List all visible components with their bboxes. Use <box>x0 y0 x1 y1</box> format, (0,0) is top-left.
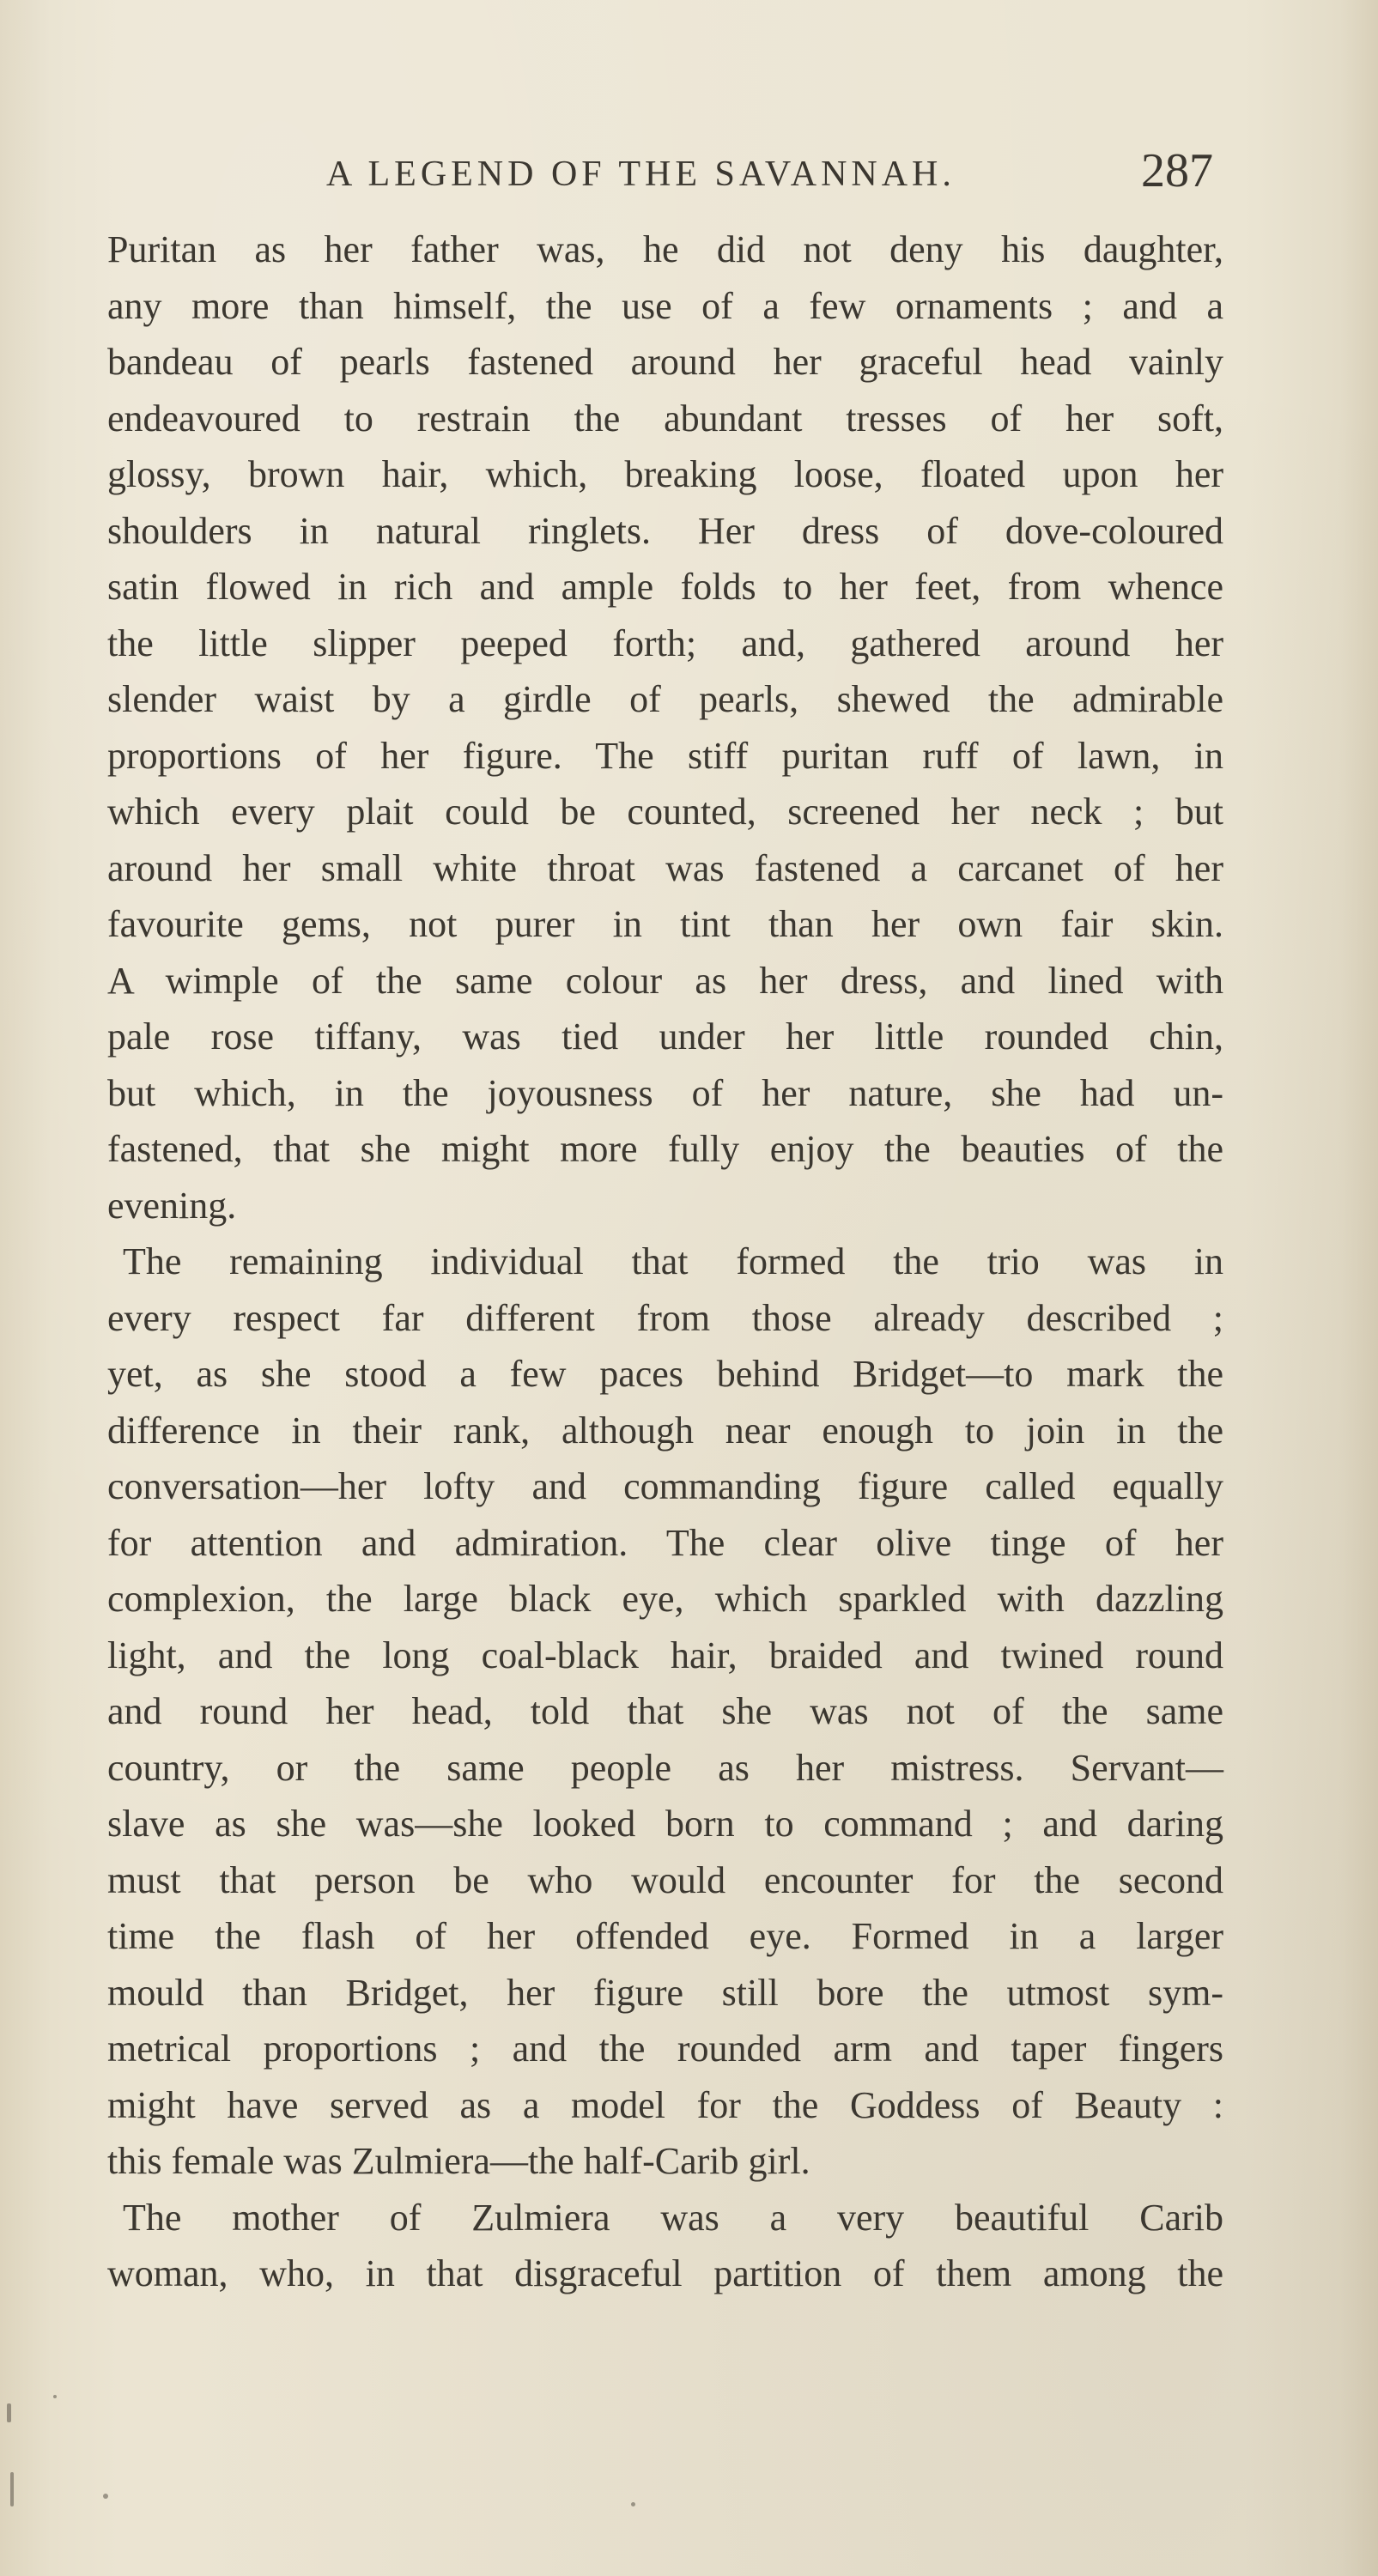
paper-speck <box>7 2403 11 2422</box>
paper-speck <box>631 2502 635 2506</box>
text-line: glossy, brown hair, which, breaking loose, floated upon her <box>107 453 1223 495</box>
text-line: mould than Bridget, her figure still bore the utmost sym- <box>107 1971 1223 2014</box>
text-line: slender waist by a girdle of pearls, shewed the admirable <box>107 678 1223 720</box>
text-line: endeavoured to restrain the abundant tresses of her soft, <box>107 397 1223 439</box>
text-line: but which, in the joyousness of her nature, she had un- <box>107 1071 1223 1114</box>
text-line: time the flash of her offended eye. Formed in a larger <box>107 1915 1223 1957</box>
text-line: complexion, the large black eye, which sparkled with dazzling <box>107 1578 1223 1620</box>
text-line: country, or the same people as her mistress. Servant— <box>107 1746 1223 1789</box>
text-line: woman, who, in that disgraceful partition of them among the <box>107 2252 1223 2294</box>
text-line: A wimple of the same colour as her dress, and lined with <box>107 959 1223 1002</box>
text-line: metrical proportions ; and the rounded arm and taper fingers <box>107 2027 1223 2070</box>
paragraph-start-line: The mother of Zulmiera was a very beautiful Carib <box>123 2196 1223 2239</box>
paragraph-start-line: The remaining individual that formed the trio was in <box>123 1240 1223 1282</box>
text-line: and round her head, told that she was not of the same <box>107 1690 1223 1732</box>
text-line: bandeau of pearls fastened around her graceful head vainly <box>107 341 1223 383</box>
running-title: A LEGEND OF THE SAVANNAH. <box>326 155 956 194</box>
paper-speck <box>103 2494 108 2499</box>
text-line: favourite gems, not purer in tint than her own fair skin. <box>107 903 1223 945</box>
text-line: must that person be who would encounter for the second <box>107 1858 1223 1901</box>
paragraph-end-line: evening. <box>107 1184 237 1227</box>
paper-speck <box>53 2395 57 2398</box>
body-text <box>107 221 1223 2302</box>
paper-speck <box>10 2472 14 2506</box>
text-line: pale rose tiffany, was tied under her little rounded chin, <box>107 1015 1223 1058</box>
text-line: yet, as she stood a few paces behind Bridget—to mark the <box>107 1353 1223 1395</box>
text-line: which every plait could be counted, screened her neck ; but <box>107 791 1223 833</box>
page-number: 287 <box>1141 144 1213 197</box>
paragraph-end-line: this female was Zulmiera—the half-Carib girl. <box>107 2140 810 2182</box>
text-line: any more than himself, the use of a few ornaments ; and a <box>107 284 1223 327</box>
text-line: around her small white throat was fastened a carcanet of her <box>107 846 1223 889</box>
text-line: every respect far different from those already described ; <box>107 1296 1223 1339</box>
text-line: conversation—her lofty and commanding figure called equally <box>107 1465 1223 1507</box>
text-line: satin flowed in rich and ample folds to her feet, from whence <box>107 566 1223 608</box>
text-line: difference in their rank, although near enough to join in the <box>107 1409 1223 1452</box>
text-line: proportions of her figure. The stiff puritan ruff of lawn, in <box>107 734 1223 777</box>
text-line: light, and the long coal-black hair, braided and twined round <box>107 1633 1223 1676</box>
text-line: the little slipper peeped forth; and, gathered around her <box>107 621 1223 664</box>
text-line: might have served as a model for the Goddess of Beauty : <box>107 2083 1223 2126</box>
text-line: for attention and admiration. The clear olive tinge of her <box>107 1521 1223 1564</box>
running-header <box>0 144 1378 204</box>
text-line: shoulders in natural ringlets. Her dress of dove-coloured <box>107 509 1223 552</box>
text-line: Puritan as her father was, he did not deny his daughter, <box>107 228 1223 270</box>
text-line: slave as she was—she looked born to command ; and daring <box>107 1803 1223 1845</box>
text-line: fastened, that she might more fully enjoy the beauties of the <box>107 1128 1223 1170</box>
